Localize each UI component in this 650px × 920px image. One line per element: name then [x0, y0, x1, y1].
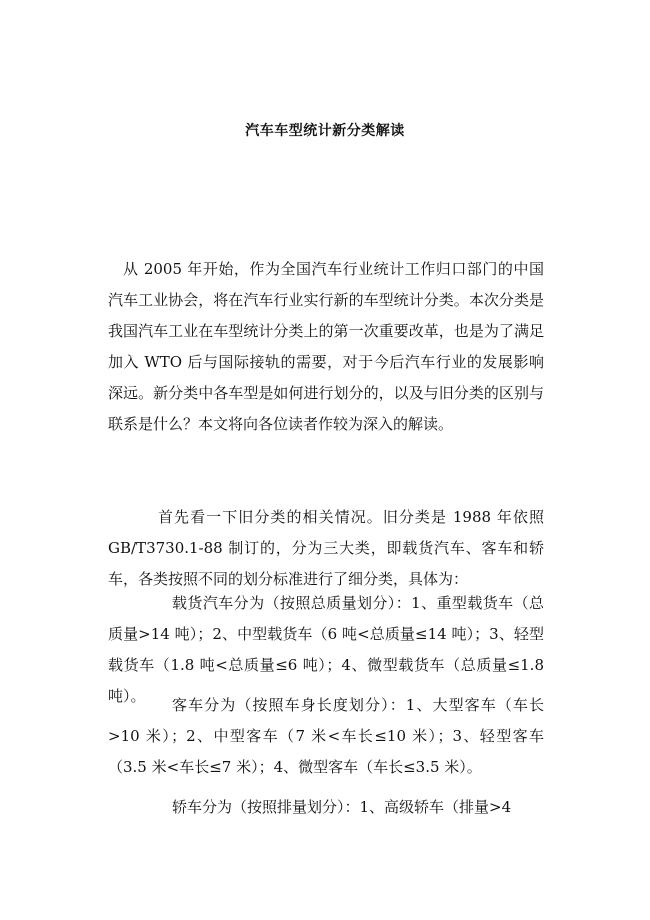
- page-title: 汽车车型统计新分类解读: [245, 123, 405, 139]
- paragraph-intro: 从 2005 年开始，作为全国汽车行业统计工作归口部门的中国汽车工业协会，将在汽车行业实行新的车型统计分类。本次分类是我国汽车工业在车型统计分类上的第一次重要改革，也是为了满足加入 WTO 后与国际接轨的需要，对于今后汽车行业的发展影响深远。新分类中各车型是如何进行划分的，以及与旧分类的区别与联系是什么？本文将向各位读者作较为深入的解读。: [108, 260, 544, 433]
- paragraph-buses: 客车分为（按照车身长度划分）：1、大型客车（车长>10 米）；2、中型客车（7 米<车长≤10 米）；3、轻型客车（3.5 米<车长≤7 米）；4、微型客车（车长≤3.5 米）。: [108, 696, 544, 776]
- paragraph-trucks: 载货汽车分为（按照总质量划分）：1、重型载货车（总质量>14 吨）；2、中型载货车（6 吨<总质量≤14 吨）；3、轻型载货车（1.8 吨<总质量≤6 吨）；4、微型载货车（总质量≤1.8 吨）。: [108, 594, 544, 705]
- paragraph-old-classification: 首先看一下旧分类的相关情况。旧分类是 1988 年依照 GB/T3730.1-88 制订的，分为三大类，即载货汽车、客车和轿车，各类按照不同的划分标准进行了细分类，具体为：: [108, 508, 544, 588]
- paragraph-sedans: 轿车分为（按照排量划分）：1、高级轿车（排量>4: [172, 798, 512, 816]
